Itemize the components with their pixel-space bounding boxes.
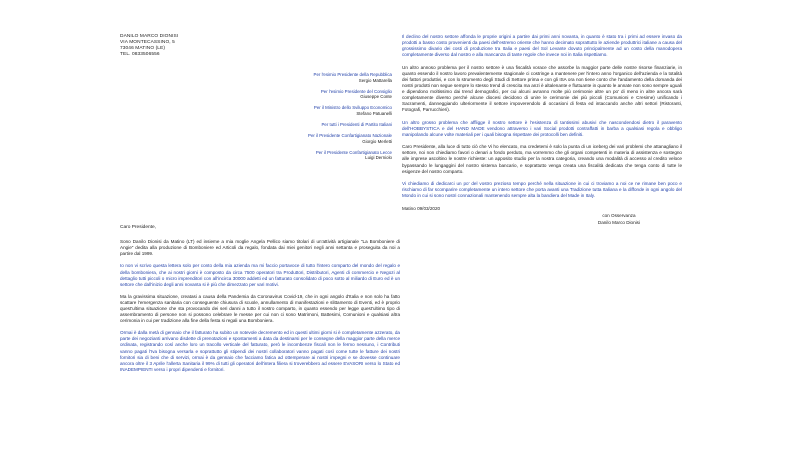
- addressee-name: Giuseppe Conte: [360, 94, 392, 100]
- addressee: [280, 150, 392, 161]
- sender-city: 73046 MATINO (LE): [120, 46, 166, 51]
- greeting: Caro Presidente,: [120, 225, 156, 231]
- letter-date: Matino 09/03/2020: [402, 205, 441, 211]
- addressee-role: Per il Ministro dello Sviluppo Economico: [313, 105, 392, 111]
- addressee-role: Per l'esimio Presidente del Consiglio: [320, 88, 392, 94]
- body-paragraph: Vi chiediamo di dedicarci un po' del vostro prezioso tempo perché nella situazione in cui ci troviamo a noi ce ne rimane ben poco e rischiamo di far scomparire completamente un intero settore che porta avanti una Tradizione tutta Italiana e la diffonde in ogni angolo del Mondo in cui si sono nostri connazionali mantenendo sempre alta la bandiera del Made in Italy.: [402, 181, 682, 199]
- body-paragraph: Caro Presidente, alla luce di tutto ciò che Vi ho elencato, ma credetemi è solo la punta di un iceberg dei vari problemi che attanagliano il settore, noi non chiediamo favori o denari a fondo perduto, ma vorremmo che gli organi competenti in materia di assistenza e sostegno alle imprese ascoltino le nostre richieste: un apposito studio per la nostra categoria, creando una modalità di accesso al credito veloce bypassando le lungaggini del nostro sistema bancario, e soprattutto venga creata una fiscalità dedicata che tenga conto di tutte le esigenze del nostro comparto.: [402, 144, 682, 174]
- body-paragraph: Io non vi scrivo questa lettera solo per conto della mia azienda ma mi faccio portavoce di tutto l'intero comparto del mondo del regalo e della bomboniera, che ai nostri giorni è composto da circa 7500 operatori tra Produttori, Distributori, Agenti di commercio e Negozi al dettaglio tutti piccoli o micro imprenditori con all'incirca 30000 addetti ed un fatturato consolidato di poco sotto al miliardo di Euro ed è un settore che dall'inizio degli anni novanta si è più che dimezzato per vari motivi.: [120, 263, 400, 287]
- body-paragraph: Un altro grosso problema che affligge il nostro settore è l'esistenza di tantissimi abusivi che nascondendosi dietro il paravento dell'HOBBYSTICA e del HAND MADE vendono attraverso i vari Social prodotti contraffatti in barba a qualsiasi regola e obbligo manipolando alcune volte materiali per i quali bisogna rispettare dei protocolli ben definiti.: [402, 119, 682, 137]
- letter-left-page: [120, 34, 400, 379]
- addressee-role: Per il Presidente Confartigianato Lecce: [315, 149, 392, 155]
- sender-street: VIA MONTECASSINO, 5: [120, 40, 175, 45]
- addressee: [280, 72, 392, 83]
- sender-name: DANILO MARCO DIONISI: [120, 34, 179, 39]
- signature-name: Danilo Marco Dionisi: [597, 219, 640, 225]
- addressee: [280, 89, 392, 100]
- sender-phone: TEL. 0833506556: [120, 52, 160, 57]
- addressee-name: Luigi Derniolo: [365, 155, 392, 161]
- addressee-role: Per il Presidente Confartigianato Nazionale: [308, 133, 392, 139]
- addressee-name: Giorgio Merletti: [362, 138, 392, 144]
- closing-block: [598, 212, 640, 226]
- body-paragraph: Un altro annoso problema per il nostro settore è una fiscalità vorace che assorbe la maggior parte delle nostre risorse finanziarie, in quanto essendo il nostro lavoro prevalentemente stagionale ci costringe a mantenere per l'intero anno l'organico dell'azienda e la totalità dei fattori produttivi, e con lo strumento degli Studi di Settore prima e con gli ISA ora non tiene conto che l'andamento della domanda dei nostri prodotti non segue sempre lo stesso trend di crescita ma anzi è altalenante e fluttuante in quanto le annate non sono sempre uguali e dipendono moltissimo dai trend demografici, per cui alcuni avranno molte più cerimonie altre un po' di meno in altre ancora sarà completamente diverso perché alcune diocesi decidono di unire le cerimonie dei più piccoli (Comunioni e Cresime) unificando i Sacramenti, danneggiando ulteriormente il settore impoverendolo di occasioni di festa ed intaccando anche altri settori (Ristoranti, Fotografi, Parrucchieri).: [402, 64, 682, 113]
- closing-salutation: con Osservanza: [602, 212, 636, 218]
- body-paragraph: Il declino del nostro settore affonda le proprie origini a partire dai primi anni novanta, in quanto è stato tra i primi ad essere invaso da prodotti a basso costo provenienti da paesi dell'estremo oriente che hanno decimato soprattutto le aziende produttrici italiane a causa del grossissimo divario dei costi di produzione tra Italia e paesi del Sol Levante dovuto principalmente ad un costo della manodopera completamente diverso dal nostro e alla mancanza di tante regole che invece noi in Italia rispettiamo.: [402, 34, 682, 58]
- addressee: [280, 133, 392, 144]
- addressee: [280, 122, 392, 128]
- body-paragraph: Ma la gravissima situazione, creatasi a causa della Pandemia da Coronavirus Covid-19, che in ogni angolo d'Italia e non solo ha fatto scattare l'emergenza sanitaria con conseguente chiusura di scuole, annullamento di manifestazioni e slittamento di Eventi, ed è proprio quest'ultima situazione che sta provocando dei seri danni a tutto il nostro comparto, in quanto essendo per legge quest'ultimo tipo di assembramento di persone non si possono celebrare le messe per cui non ci sono Matrimoni, Battesimi, Comunioni e qualsiasi altra cerimonia in cui per tradizione alla fine della festa si regali una Bomboniera.: [120, 293, 400, 324]
- letter-right-page: [402, 34, 682, 225]
- addressee-role: Per l'esimio Presidente della Repubblica: [313, 72, 392, 77]
- addressee-role: Per tutti i Presidenti di Partito Italiani: [321, 122, 392, 128]
- body-paragraph: Sono Danilo Dionisi da Matino (LT) ed insieme a mia moglie Angela Pellico siamo titolari di un'attività artigianale "La Bomboniere di Angie" dedita alla produzione di Bomboniere ed Articoli da regalo, fondata dai miei genitori negli anni settanta e proseguita da noi a partire dal 1999.: [120, 239, 400, 257]
- addressee: [280, 105, 392, 116]
- addressee-name: Stefano Patuanelli: [356, 110, 392, 116]
- sender-block: [120, 34, 400, 58]
- body-paragraph: Ormai è dalla metà di gennaio che il fatturato ha subito un notevole decremento ed in questi ultimi giorni si è completamente azzerato, da parte dei negozianti arrivano disdette di prenotazioni e spostamenti a data da destinarsi per le consegne della maggior parte della merce ordinata, registrando così anche loro un tracollo verticale del fatturato, però le incombenze fiscali non le fermo nessuno, i Contributi vanno pagati l'Iva bisogna versarla e soprattutto gli stipendi dei nostri collaboratori vanno pagati così come tutte le fatture dei nostri fornitori sia di beni che di servizi, ormai è da gennaio che facciamo fatica ad ottemperare ai nostri impegni e se dovesse continuare ancora oltre il 3 Aprile l'allerta Sanitaria il 99% di tutti gli operatori dell'intera filiera si troverebbero ad essere EVASORI verso lo Stato ed INADEMPIENTI verso i propri dipendenti e fornitori.: [120, 330, 400, 372]
- addressee-list: [280, 72, 392, 161]
- addressee-name: Sergio Mattarella: [358, 77, 392, 83]
